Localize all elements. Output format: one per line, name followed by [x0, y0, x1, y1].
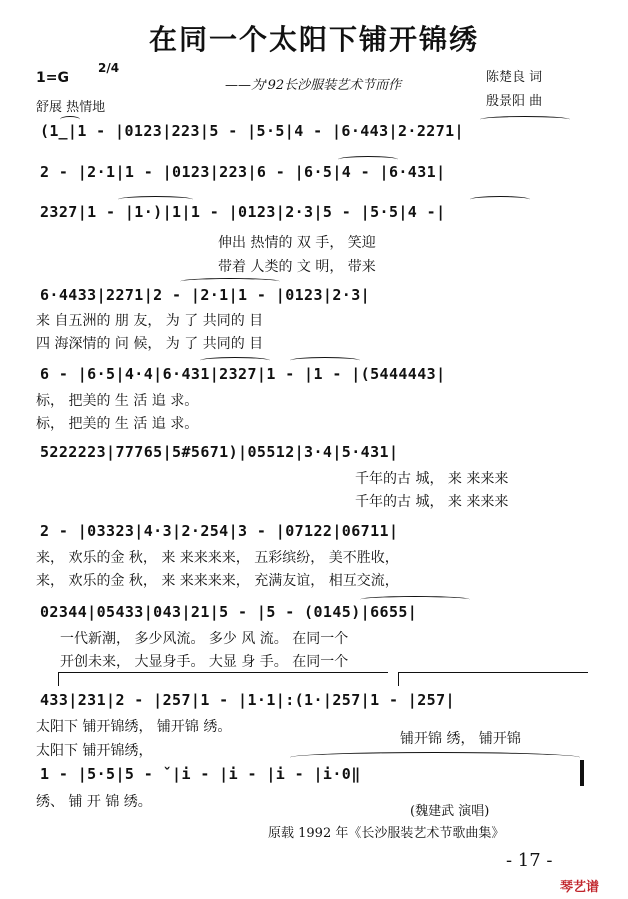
lyricist-credit: 陈楚良 词	[486, 70, 543, 85]
staff-notes: 5222223|77765|5#5671)|05512|3·4|5·431|	[40, 443, 399, 461]
lyric-line: 来， 欢乐的金 秋， 来 来来来来， 充满友谊， 相互交流，	[36, 573, 399, 589]
volta-bracket-2-edge	[398, 672, 399, 686]
staff-notes: 2 - |03323|4·3|2·254|3 - |07122|06711|	[40, 522, 399, 540]
lyric-line: 一代新潮， 多少风流。 多少 风 流。 在同一个	[60, 631, 349, 647]
staff-notes: 02344|05433|043|21|5 - |5 - (0145)|6655|	[40, 603, 418, 621]
staff-10	[40, 765, 585, 791]
watermark-logo	[560, 876, 599, 895]
staff-notes: 6·4433|2271|2 - |2·1|1 - |0123|2·3|	[40, 286, 371, 304]
staff-9	[40, 691, 585, 717]
lyric-line: 标， 把美的 生 活 追 求。	[36, 393, 199, 409]
staff-notes: 2327|1 - |1·)|1|1 - |0123|2·3|5 - |5·5|4 -|	[40, 203, 446, 221]
slur-mark	[118, 196, 193, 203]
staff-7	[40, 522, 585, 548]
singer-credit: (魏建武 演唱)	[410, 804, 490, 819]
time-signature-text: 2/4	[98, 61, 120, 75]
staff-notes: 1 - |5·5|5 - ˇ|i - |i - |i - |i·0‖	[40, 765, 361, 783]
staff-6	[40, 443, 585, 469]
staff-notes: 433|231|2 - |257|1 - |1·1|:(1·|257|1 - |257|	[40, 691, 455, 709]
staff-8	[40, 603, 585, 629]
lyric-line: 伸出 热情的 双 手， 笑迎	[218, 235, 376, 251]
tempo-marking: 舒展 热情地	[36, 100, 106, 115]
lyric-line: 千年的古 城， 来 来来来	[355, 494, 509, 510]
staff-4	[40, 286, 585, 312]
tie-mark	[290, 752, 580, 763]
lyric-line: 绣、 铺 开 锦 绣。	[36, 794, 152, 810]
time-signature	[98, 61, 120, 75]
lyric-line: 标， 把美的 生 活 追 求。	[36, 416, 199, 432]
lyric-line: 铺开锦 绣， 铺开锦	[400, 731, 521, 747]
slur-mark	[200, 357, 270, 364]
source-note: 原载 1992 年《长沙服装艺术节歌曲集》	[268, 826, 505, 841]
lyric-line: 太阳下 铺开锦绣， 铺开锦 绣。	[36, 719, 232, 735]
composer-credit: 殷景阳 曲	[486, 94, 543, 109]
volta-bracket-2	[398, 672, 588, 673]
slur-mark	[60, 116, 80, 123]
final-barline	[580, 760, 584, 786]
staff-2	[40, 163, 585, 189]
volta-bracket-1-edge	[58, 672, 59, 686]
lyric-line: 来 自五洲的 朋 友， 为 了 共同的 目	[36, 313, 264, 329]
key-signature: 1=G	[36, 70, 69, 86]
staff-1	[40, 122, 585, 148]
dedication: ——为'92长沙服装艺术节而作	[225, 78, 402, 93]
slur-mark	[360, 596, 470, 603]
lyric-line: 开创未来， 大显身手。 大显 身 手。 在同一个	[60, 654, 349, 670]
slur-mark	[180, 278, 280, 285]
lyric-line: 千年的古 城， 来 来来来	[355, 471, 509, 487]
page-number: - 17 -	[506, 850, 553, 871]
staff-5	[40, 365, 585, 391]
watermark-text: 琴艺谱	[560, 880, 600, 895]
slur-mark	[290, 357, 360, 364]
staff-notes: (1̲|1 - |0123|223|5 - |5·5|4 - |6·443|2·2271|	[40, 122, 464, 140]
staff-3	[40, 203, 585, 229]
staff-notes: 6 - |6·5|4·4|6·431|2327|1 - |1 - |(5444443|	[40, 365, 446, 383]
slur-mark	[338, 156, 398, 163]
volta-bracket-1	[58, 672, 388, 673]
lyric-line: 四 海深情的 问 候， 为 了 共同的 目	[36, 336, 264, 352]
lyric-line: 来， 欢乐的金 秋， 来 来来来来， 五彩缤纷， 美不胜收，	[36, 550, 399, 566]
song-title: 在同一个太阳下铺开锦绣	[148, 23, 479, 56]
slur-mark	[470, 196, 530, 203]
slur-mark	[480, 116, 570, 123]
staff-notes: 2 - |2·1|1 - |0123|223|6 - |6·5|4 - |6·431|	[40, 163, 446, 181]
lyric-line: 太阳下 铺开锦绣，	[36, 743, 153, 759]
lyric-line: 带着 人类的 文 明， 带来	[218, 259, 376, 275]
